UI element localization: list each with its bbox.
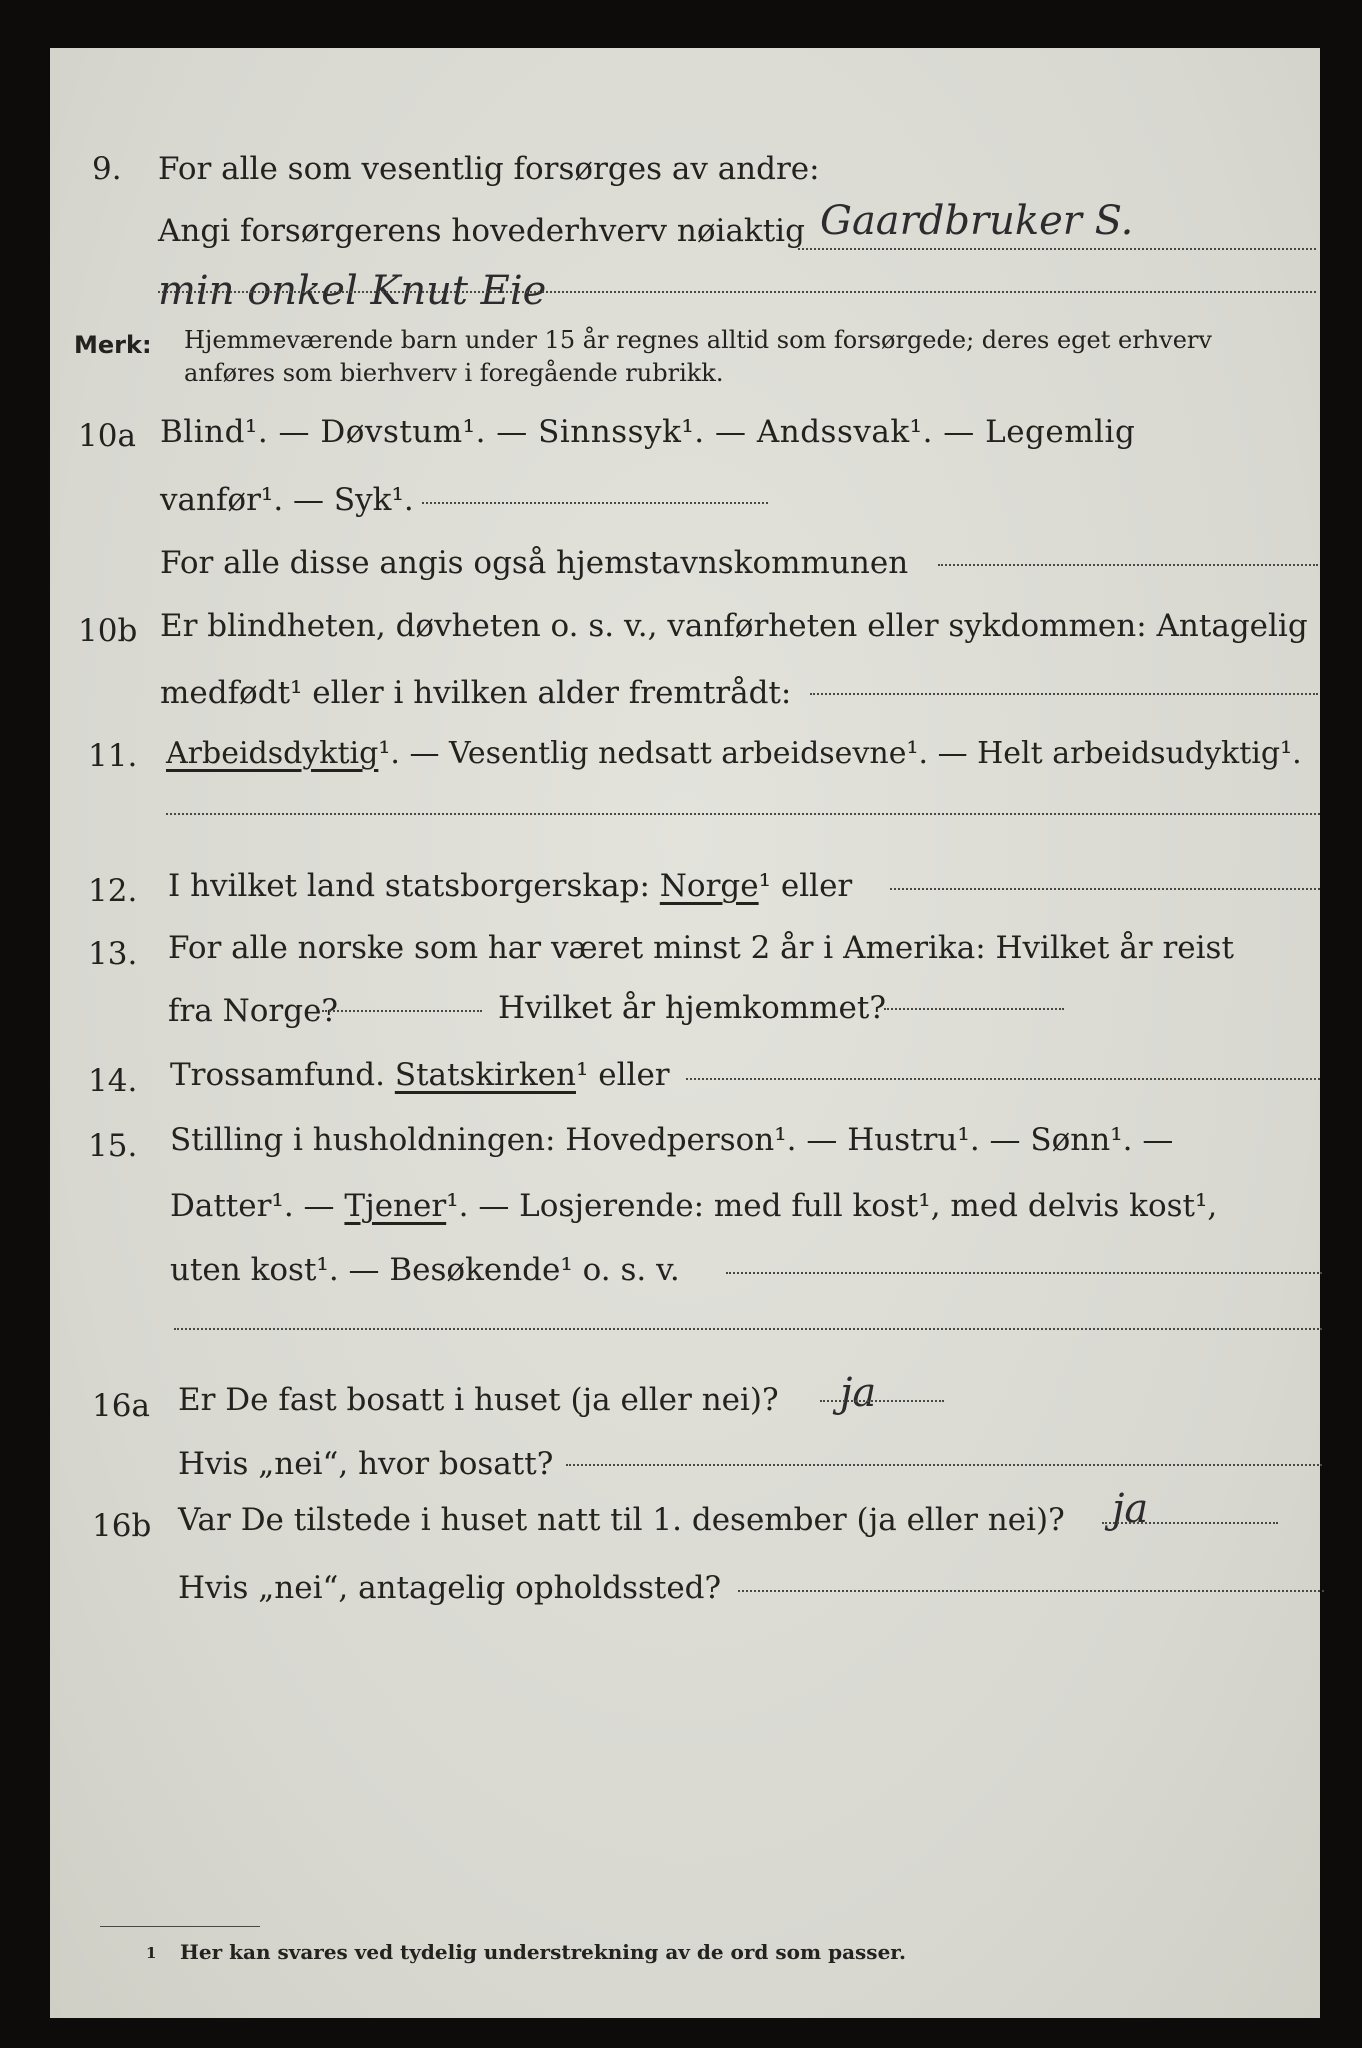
question-number: 13. <box>88 936 138 972</box>
answer-line <box>726 1272 1322 1274</box>
answer-line <box>884 1008 1064 1010</box>
question-text: vanfør¹. — Syk¹. <box>160 482 414 518</box>
question-number: 12. <box>88 873 138 909</box>
question-text: Arbeidsdyktig¹. — Vesentlig nedsatt arbeidsevne¹. — Helt arbeidsudyktig¹. <box>166 736 1302 771</box>
selected-option-arbeidsdyktig: Arbeidsdyktig <box>166 736 379 771</box>
note-text: Hjemmeværende barn under 15 år regnes alltid som forsørgede; deres eget erhverv <box>184 326 1212 354</box>
question-text: Hvis „nei“, antagelig opholdssted? <box>178 1570 722 1606</box>
footnote-rule <box>100 1926 260 1927</box>
question-text: Er De fast bosatt i huset (ja eller nei)? <box>178 1382 779 1418</box>
answer-line <box>158 291 1316 293</box>
question-number: 14. <box>88 1063 138 1099</box>
selected-option-tjener: Tjener <box>344 1188 447 1224</box>
question-text: fra Norge? <box>168 993 339 1029</box>
handwritten-answer: ja <box>1112 1486 1149 1532</box>
question-text: Angi forsørgerens hovederhverv nøiaktig <box>158 213 805 249</box>
handwritten-answer: min onkel Knut Eie <box>158 268 547 314</box>
question-number: 10a <box>78 418 136 454</box>
question-number: 11. <box>88 738 138 774</box>
question-number: 15. <box>88 1128 138 1164</box>
note-text: anføres som bierhverv i foregående rubrikk. <box>184 359 724 387</box>
footnote-text: Her kan svares ved tydelig understrekning av de ord som passer. <box>180 1940 906 1964</box>
question-text: Hvilket år hjemkommet? <box>498 990 886 1026</box>
question-number: 9. <box>92 151 122 187</box>
answer-line <box>422 502 768 504</box>
answer-line <box>166 813 1320 815</box>
answer-line <box>820 1400 944 1402</box>
question-text: Stilling i husholdningen: Hovedperson¹. — Hustru¹. — Sønn¹. — <box>170 1122 1174 1158</box>
selected-option-statskirken: Statskirken <box>394 1057 576 1093</box>
note-label: Merk: <box>74 331 152 359</box>
question-text: Datter¹. — Tjener¹. — Losjerende: med full kost¹, med delvis kost¹, <box>170 1188 1218 1224</box>
footnote-mark: 1 <box>146 1944 157 1962</box>
answer-line <box>810 693 1318 695</box>
answer-line <box>938 564 1318 566</box>
answer-line <box>174 1328 1322 1330</box>
selected-option-norge: Norge <box>659 868 759 904</box>
question-text: Er blindheten, døvheten o. s. v., vanførheten eller sykdommen: Antagelig <box>160 608 1308 644</box>
question-text: Trossamfund. Statskirken¹ eller <box>170 1057 670 1093</box>
answer-line <box>890 888 1320 890</box>
census-form-page <box>50 48 1320 2018</box>
question-text: I hvilket land statsborgerskap: Norge¹ eller <box>168 868 853 904</box>
question-text: Hvis „nei“, hvor bosatt? <box>178 1446 554 1482</box>
question-text: Blind¹. — Døvstum¹. — Sinnssyk¹. — Andssvak¹. — Legemlig <box>160 414 1136 450</box>
question-text: Var De tilstede i huset natt til 1. desember (ja eller nei)? <box>178 1502 1065 1538</box>
question-text: medfødt¹ eller i hvilken alder fremtrådt: <box>160 675 792 711</box>
question-number: 16b <box>92 1508 152 1544</box>
question-number: 10b <box>78 613 138 649</box>
answer-line <box>798 248 1316 250</box>
question-text: For alle disse angis også hjemstavnskommunen <box>160 545 909 581</box>
answer-line <box>322 1010 482 1012</box>
question-text: uten kost¹. — Besøkende¹ o. s. v. <box>170 1252 680 1288</box>
answer-line <box>738 1590 1324 1592</box>
question-number: 16a <box>92 1388 150 1424</box>
question-text: For alle som vesentlig forsørges av andre: <box>158 151 820 187</box>
answer-line <box>566 1464 1322 1466</box>
handwritten-answer: Gaardbruker S. <box>820 198 1134 244</box>
answer-line <box>1102 1522 1278 1524</box>
handwritten-answer: ja <box>840 1370 877 1416</box>
answer-line <box>686 1078 1320 1080</box>
question-text: For alle norske som har været minst 2 år i Amerika: Hvilket år reist <box>168 930 1234 966</box>
